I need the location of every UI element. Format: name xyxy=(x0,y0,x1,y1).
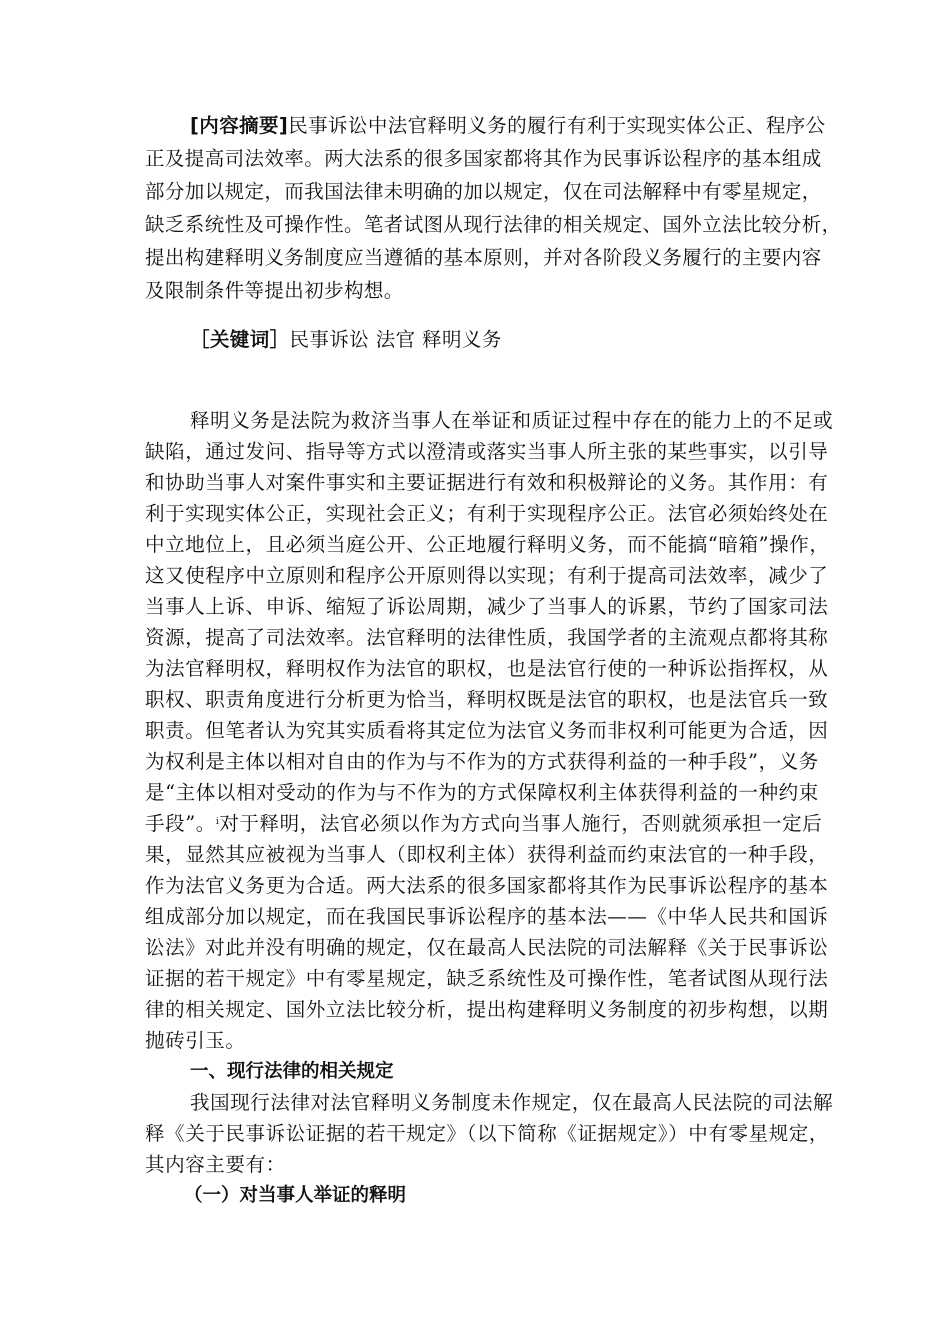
footnote-marker[interactable]: i xyxy=(215,817,220,827)
intro-line-19: 证据的若干规定》中有零星规定，缺乏系统性及可操作性，笔者试图从现行法 xyxy=(145,967,829,990)
intro-line-4: 利于实现实体公正，实现社会正义；有利于实现程序公正。法官必须始终处在 xyxy=(145,502,829,525)
section1-line-1: 我国现行法律对法官释明义务制度未作规定，仅在最高人民法院的司法解 xyxy=(190,1091,834,1114)
intro-line-20: 律的相关规定、国外立法比较分析，提出构建释明义务制度的初步构想，以期 xyxy=(145,998,829,1021)
section1-line-3: 其内容主要有： xyxy=(145,1153,286,1176)
abstract-line-3: 部分加以规定，而我国法律未明确的加以规定，仅在司法解释中有零星规定， xyxy=(145,180,822,203)
intro-line-8: 资源，提高了司法效率。法官释明的法律性质，我国学者的主流观点都将其称 xyxy=(145,626,829,649)
section1-line-2: 释《关于民事诉讼证据的若干规定》（以下简称《证据规定》）中有零星规定， xyxy=(145,1122,830,1145)
keywords-label: ［关键词］ xyxy=(190,328,290,351)
intro-line-16: 作为法官义务更为合适。两大法系的很多国家都将其作为民事诉讼程序的基本 xyxy=(145,874,829,897)
intro-line-15: 果，显然其应被视为当事人（即权利主体）获得利益而约束法官的一种手段， xyxy=(145,843,829,866)
abstract-line-5: 提出构建释明义务制度应当遵循的基本原则，并对各阶段义务履行的主要内容 xyxy=(145,246,822,269)
intro-line-2: 缺陷，通过发问、指导等方式以澄清或落实当事人所主张的某些事实，以引导 xyxy=(145,440,829,463)
keywords xyxy=(190,326,502,354)
abstract-label: [内容摘要] xyxy=(190,114,289,137)
intro-line-18: 讼法》对此并没有明确的规定，仅在最高人民法院的司法解释《关于民事诉讼 xyxy=(145,936,829,959)
intro-line-7: 当事人上诉、申诉、缩短了诉讼周期，减少了当事人的诉累，节约了国家司法 xyxy=(145,595,829,618)
intro-line-21: 抛砖引玉。 xyxy=(145,1029,246,1052)
intro-line-11: 职责。但笔者认为究其实质看将其定位为法官义务而非权利可能更为合适，因 xyxy=(145,719,829,742)
section-heading-1: 一、现行法律的相关规定 xyxy=(190,1061,394,1082)
abstract-line-2: 正及提高司法效率。两大法系的很多国家都将其作为民事诉讼程序的基本组成 xyxy=(145,147,822,170)
intro-line-1: 释明义务是法院为救济当事人在举证和质证过程中存在的能力上的不足或 xyxy=(190,409,834,432)
intro-line-14: 手段”。$^i$对于释明，法官必须以作为方式向当事人施行，否则就须承担一定后 xyxy=(145,812,823,835)
abstract-line-1: [内容摘要]民事诉讼中法官释明义务的履行有利于实现实体公正、程序公 xyxy=(190,114,826,137)
abstract-line-6: 及限制条件等提出初步构想。 xyxy=(145,279,404,302)
intro-line-13: 是“主体以相对受动的作为与不作为的方式保障权利主体获得利益的一种约束 xyxy=(145,781,819,804)
intro-line-6: 这又使程序中立原则和程序公开原则得以实现；有利于提高司法效率，减少了 xyxy=(145,564,829,587)
intro-line-3: 和协助当事人对案件事实和主要证据进行有效和积极辩论的义务。其作用：有 xyxy=(145,471,829,494)
subsection-heading-1: （一）对当事人举证的释明 xyxy=(184,1185,407,1206)
keywords-text: 民事诉讼 法官 释明义务 xyxy=(289,328,502,351)
intro-line-12: 为权利是主体以相对自由的作为与不作为的方式获得利益的一种手段”，义务 xyxy=(145,750,819,773)
intro-line-5: 中立地位上，且必须当庭公开、公正地履行释明义务，而不能搞“暗箱”操作， xyxy=(145,533,830,556)
intro-line-9: 为法官释明权，释明权作为法官的职权，也是法官行使的一种诉讼指挥权，从 xyxy=(145,657,829,680)
intro-line-17: 组成部分加以规定，而在我国民事诉讼程序的基本法——《中华人民共和国诉 xyxy=(145,905,829,928)
intro-line-10: 职权、职责角度进行分析更为恰当，释明权既是法官的职权，也是法官兵一致 xyxy=(145,688,829,711)
abstract-line-4: 缺乏系统性及可操作性。笔者试图从现行法律的相关规定、国外立法比较分析， xyxy=(145,213,842,236)
